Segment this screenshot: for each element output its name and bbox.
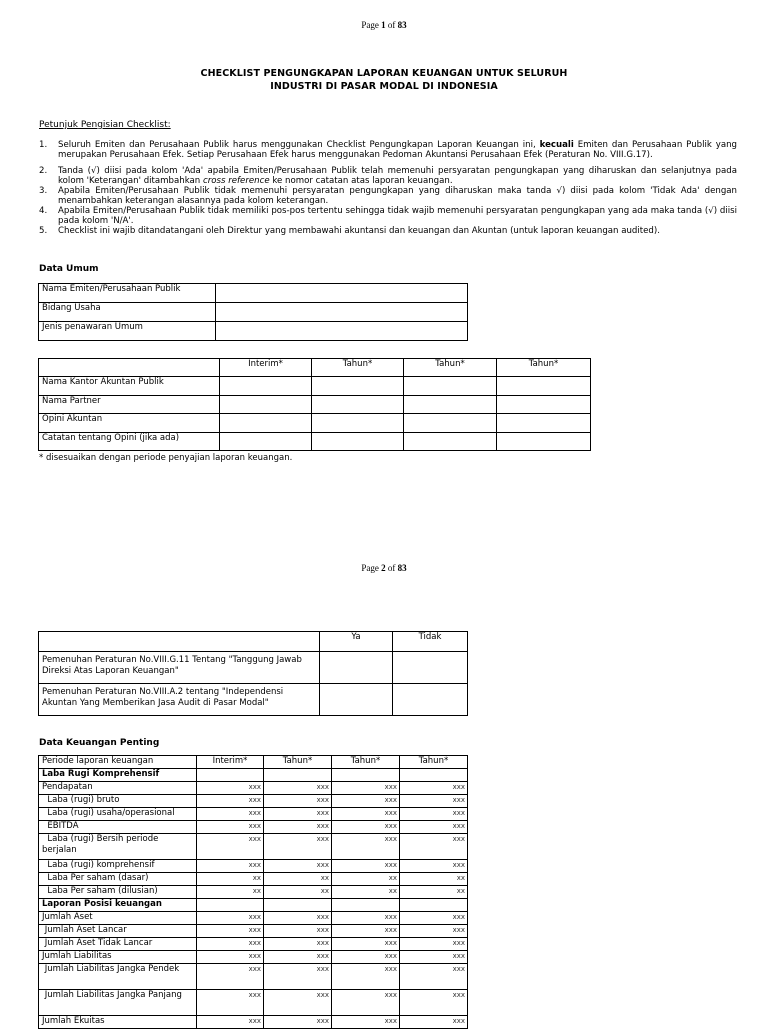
tidak-checkbox-cell[interactable]	[393, 684, 468, 716]
input-cell[interactable]	[404, 377, 497, 396]
value-cell[interactable]: xxx	[264, 860, 332, 873]
row-label: Laba Rugi Komprehensif	[39, 769, 197, 782]
table-header-row	[39, 359, 591, 377]
row-label: Pemenuhan Peraturan No.VIII.G.11 Tentang "Tanggung Jawab Direksi Atas Laporan Keuangan"	[39, 652, 320, 684]
instruction-item: 4. Apabila Emiten/Perusahaan Publik tidak memiliki pos-pos tertentu sehingga tidak wajib memenuhi persyaratan pengungkapan yang ada maka tanda (√) diisi pada kolom 'N/A'.	[39, 206, 737, 226]
value-cell[interactable]: xxx	[332, 912, 400, 925]
row-label: Pemenuhan Peraturan No.VIII.A.2 tentang "Independensi Akuntan Yang Memberikan Jasa Audit di Pasar Modal"	[39, 684, 320, 716]
value-cell[interactable]: xxx	[197, 860, 264, 873]
input-cell[interactable]	[404, 396, 497, 414]
data-umum-table	[38, 283, 468, 341]
value-cell[interactable]	[400, 899, 468, 912]
document-title-line2: INDUSTRI DI PASAR MODAL DI INDONESIA	[270, 81, 498, 92]
instruction-item: 3. Apabila Emiten/Perusahaan Publik tidak memenuhi persyaratan pengungkapan yang diharuskan maka tanda √) diisi pada kolom 'Tidak Ada' dengan menambahkan keterangan alasannya pada kolom keterangan.	[39, 186, 737, 206]
ya-checkbox-cell[interactable]	[320, 684, 393, 716]
row-label: Jumlah Liabilitas Jangka Pendek	[39, 964, 197, 990]
row-label: Jumlah Aset Lancar	[39, 925, 197, 938]
value-cell[interactable]: xxx	[197, 964, 264, 990]
row-label: Pendapatan	[39, 782, 197, 795]
instructions-list	[39, 140, 737, 236]
input-cell[interactable]	[220, 433, 312, 451]
value-cell[interactable]	[400, 769, 468, 782]
input-cell[interactable]	[216, 303, 468, 322]
value-cell[interactable]: xxx	[332, 964, 400, 990]
row-label: Laba (rugi) usaha/operasional	[39, 808, 197, 821]
header-cell: Tahun*	[332, 756, 400, 769]
table-row	[39, 808, 468, 821]
value-cell[interactable]: xx	[197, 886, 264, 899]
value-cell[interactable]	[197, 899, 264, 912]
value-cell[interactable]: xxx	[400, 912, 468, 925]
document-title-line1: CHECKLIST PENGUNGKAPAN LAPORAN KEUANGAN UNTUK SELURUH	[200, 68, 568, 79]
table-row	[39, 873, 468, 886]
header-cell: Ya	[320, 632, 393, 652]
value-cell[interactable]: xxx	[332, 834, 400, 860]
footnote: * disesuaikan dengan periode penyajian laporan keuangan.	[39, 453, 293, 463]
input-cell[interactable]	[497, 433, 591, 451]
instruction-item: 5. Checklist ini wajib ditandatangani oleh Direktur yang membawahi akuntansi dan keuangan dan Akuntan (untuk laporan keuangan audited).	[39, 226, 660, 236]
data-umum-heading: Data Umum	[39, 264, 99, 274]
table-row	[39, 782, 468, 795]
value-cell[interactable]: xxx	[264, 964, 332, 990]
header-cell: Interim*	[197, 756, 264, 769]
table-row	[39, 990, 468, 1016]
value-cell[interactable]: xxx	[400, 782, 468, 795]
value-cell[interactable]: xxx	[332, 821, 400, 834]
value-cell[interactable]: xxx	[400, 795, 468, 808]
value-cell[interactable]	[197, 769, 264, 782]
header-cell: Tahun*	[404, 359, 497, 377]
keuangan-heading: Data Keuangan Penting	[39, 738, 160, 748]
table-row	[39, 860, 468, 873]
page-header-1: Page 1 of 83	[361, 20, 407, 30]
header-cell: Interim*	[220, 359, 312, 377]
row-label: Nama Partner	[39, 396, 220, 414]
table-row	[39, 303, 468, 322]
row-label: Laba (rugi) komprehensif	[39, 860, 197, 873]
value-cell[interactable]	[264, 899, 332, 912]
instruction-item: 2. Tanda (√) diisi pada kolom 'Ada' apabila Emiten/Perusahaan Publik telah memenuhi persyaratan pengungkapan yang diharuskan dan selanjutnya pada kolom 'Keterangan' ditambahkan cross reference ke nomor catatan atas laporan keuangan.	[39, 166, 737, 186]
table-row	[39, 652, 468, 684]
value-cell[interactable]: xxx	[264, 795, 332, 808]
header-cell: Tahun*	[497, 359, 591, 377]
instructions-heading: Petunjuk Pengisian Checklist:	[39, 120, 171, 130]
table-row	[39, 912, 468, 925]
value-cell[interactable]: xxx	[197, 821, 264, 834]
input-cell[interactable]	[312, 377, 404, 396]
input-cell[interactable]	[497, 377, 591, 396]
table-row	[39, 396, 591, 414]
row-label: Bidang Usaha	[39, 303, 216, 322]
value-cell[interactable]	[332, 769, 400, 782]
input-cell[interactable]	[312, 396, 404, 414]
value-cell[interactable]: xx	[264, 873, 332, 886]
table-row	[39, 899, 468, 912]
value-cell[interactable]: xx	[197, 873, 264, 886]
table-row	[39, 925, 468, 938]
value-cell[interactable]: xxx	[197, 938, 264, 951]
input-cell[interactable]	[220, 414, 312, 433]
input-cell[interactable]	[312, 433, 404, 451]
row-label: Jumlah Ekuitas	[39, 1016, 197, 1029]
financial-table	[38, 755, 468, 1029]
value-cell[interactable]: xxx	[332, 808, 400, 821]
header-cell: Tahun*	[400, 756, 468, 769]
value-cell[interactable]: xxx	[400, 951, 468, 964]
value-cell[interactable]: xxx	[400, 964, 468, 990]
value-cell[interactable]: xxx	[264, 925, 332, 938]
value-cell[interactable]: xxx	[332, 782, 400, 795]
input-cell[interactable]	[404, 414, 497, 433]
row-label: Nama Emiten/Perusahaan Publik	[39, 284, 216, 303]
table-row	[39, 377, 591, 396]
page-header-2: Page 2 of 83	[361, 563, 407, 573]
value-cell[interactable]: xxx	[400, 834, 468, 860]
ya-checkbox-cell[interactable]	[320, 652, 393, 684]
table-row	[39, 433, 591, 451]
header-cell: Tahun*	[264, 756, 332, 769]
tidak-checkbox-cell[interactable]	[393, 652, 468, 684]
input-cell[interactable]	[216, 284, 468, 303]
input-cell[interactable]	[220, 377, 312, 396]
row-label: Jumlah Aset	[39, 912, 197, 925]
value-cell[interactable]: xxx	[332, 860, 400, 873]
table-row	[39, 1016, 468, 1029]
value-cell[interactable]: xx	[400, 873, 468, 886]
value-cell[interactable]: xxx	[400, 925, 468, 938]
value-cell[interactable]: xxx	[197, 990, 264, 1016]
table-row	[39, 795, 468, 808]
value-cell[interactable]: xxx	[332, 938, 400, 951]
input-cell[interactable]	[497, 396, 591, 414]
value-cell[interactable]: xxx	[264, 834, 332, 860]
header-cell: Tidak	[393, 632, 468, 652]
row-label: Opini Akuntan	[39, 414, 220, 433]
value-cell[interactable]: xxx	[197, 782, 264, 795]
value-cell[interactable]: xxx	[264, 938, 332, 951]
value-cell[interactable]	[332, 899, 400, 912]
row-label: Catatan tentang Opini (jika ada)	[39, 433, 220, 451]
value-cell[interactable]: xxx	[197, 795, 264, 808]
header-cell: Periode laporan keuangan	[39, 756, 197, 769]
row-label: Laba (rugi) bruto	[39, 795, 197, 808]
value-cell[interactable]: xxx	[400, 860, 468, 873]
input-cell[interactable]	[404, 433, 497, 451]
value-cell[interactable]: xxx	[197, 808, 264, 821]
table-header-row	[39, 632, 468, 652]
input-cell[interactable]	[312, 414, 404, 433]
table-header-row	[39, 756, 468, 769]
value-cell[interactable]: xxx	[332, 795, 400, 808]
value-cell[interactable]: xxx	[264, 912, 332, 925]
table-row	[39, 964, 468, 990]
value-cell[interactable]: xxx	[264, 821, 332, 834]
value-cell[interactable]: xxx	[264, 951, 332, 964]
row-label: Jumlah Liabilitas Jangka Panjang	[39, 990, 197, 1016]
value-cell[interactable]: xx	[332, 886, 400, 899]
value-cell[interactable]: xxx	[197, 925, 264, 938]
value-cell[interactable]: xxx	[197, 1016, 264, 1029]
value-cell[interactable]: xxx	[264, 808, 332, 821]
table-row	[39, 886, 468, 899]
table-row	[39, 414, 591, 433]
input-cell[interactable]	[216, 322, 468, 341]
value-cell[interactable]: xxx	[400, 1016, 468, 1029]
value-cell[interactable]: xxx	[332, 925, 400, 938]
value-cell[interactable]: xxx	[332, 1016, 400, 1029]
value-cell[interactable]: xxx	[264, 1016, 332, 1029]
header-cell	[39, 632, 320, 652]
row-label: Laba Per saham (dasar)	[39, 873, 197, 886]
value-cell[interactable]: xxx	[264, 990, 332, 1016]
value-cell[interactable]: xxx	[400, 990, 468, 1016]
table-row	[39, 284, 468, 303]
value-cell[interactable]: xxx	[400, 938, 468, 951]
row-label: Laporan Posisi keuangan	[39, 899, 197, 912]
row-label: Laba Per saham (dilusian)	[39, 886, 197, 899]
row-label: Laba (rugi) Bersih periode berjalan	[39, 834, 197, 860]
table-row	[39, 834, 468, 860]
value-cell[interactable]: xx	[264, 886, 332, 899]
value-cell[interactable]: xxx	[332, 990, 400, 1016]
row-label: EBITDA	[39, 821, 197, 834]
input-cell[interactable]	[497, 414, 591, 433]
value-cell[interactable]: xx	[332, 873, 400, 886]
value-cell[interactable]: xxx	[197, 834, 264, 860]
value-cell[interactable]: xxx	[400, 808, 468, 821]
row-label: Nama Kantor Akuntan Publik	[39, 377, 220, 396]
auditor-table	[38, 358, 591, 451]
header-cell	[39, 359, 220, 377]
row-label: Jumlah Aset Tidak Lancar	[39, 938, 197, 951]
value-cell[interactable]: xxx	[400, 821, 468, 834]
value-cell[interactable]: xxx	[197, 951, 264, 964]
table-row	[39, 684, 468, 716]
table-row	[39, 821, 468, 834]
table-row	[39, 322, 468, 341]
header-cell: Tahun*	[312, 359, 404, 377]
input-cell[interactable]	[220, 396, 312, 414]
instruction-item: 1. Seluruh Emiten dan Perusahaan Publik harus menggunakan Checklist Pengungkapan Laporan Keuangan ini, kecuali Emiten dan Perusahaan Publik yang merupakan Perusahaan Efek. Setiap Perusahaan Efek harus menggunakan Pedoman Akuntansi Perusahaan Efek (Peraturan No. VIII.G.17).	[39, 140, 737, 160]
value-cell[interactable]	[264, 769, 332, 782]
compliance-table	[38, 631, 468, 716]
table-row	[39, 951, 468, 964]
value-cell[interactable]: xxx	[332, 951, 400, 964]
table-row	[39, 769, 468, 782]
row-label: Jumlah Liabilitas	[39, 951, 197, 964]
value-cell[interactable]: xxx	[197, 912, 264, 925]
row-label: Jenis penawaran Umum	[39, 322, 216, 341]
value-cell[interactable]: xx	[400, 886, 468, 899]
table-row	[39, 938, 468, 951]
value-cell[interactable]: xxx	[264, 782, 332, 795]
